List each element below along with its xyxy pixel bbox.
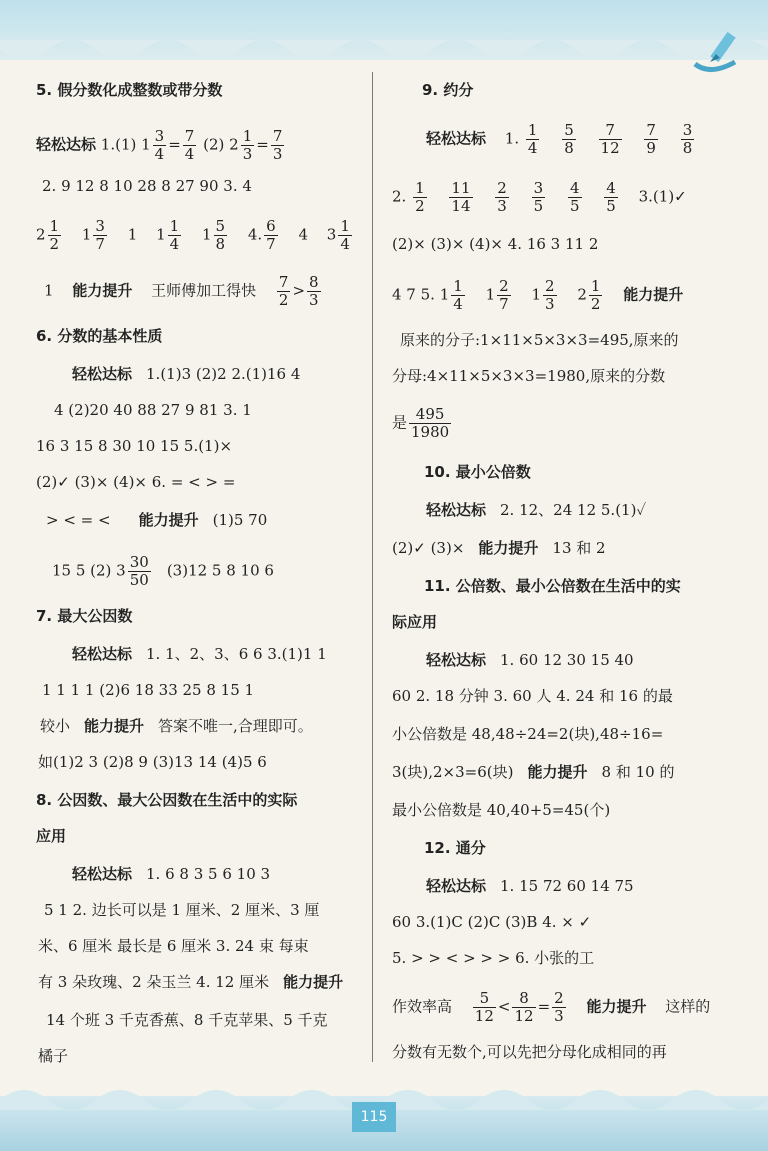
page-number: 115 [352, 1102, 396, 1132]
s8-line-1: 轻松达标 1. 6 8 3 5 6 10 3 [72, 865, 271, 883]
s12-line-1: 轻松达标 1. 15 72 60 14 75 [426, 877, 634, 895]
s9-line-4: 4 7 5. 1 $\frac{1}{4}$ 1 $\frac{2}{7}$ 1 $\frac{2}{3}$ 2 $\frac{1}{2}$ 能力提升 [392, 277, 684, 313]
s11-line-5: 最小公倍数是 40,40+5=45(个) [392, 801, 611, 819]
s7-line-2: 1 1 1 1 (2)6 18 33 25 8 15 1 [42, 681, 255, 699]
fraction: $\frac{7}{2}$ [278, 273, 289, 309]
fraction: $\frac{1}{4}$ [340, 217, 350, 253]
fraction: $\frac{1}{4}$ [527, 121, 538, 157]
s5-line-3: 2 $\frac{1}{2}$ 1 $\frac{3}{7}$ 1 1 $\frac{1}{4}$ 1 $\frac{5}{8}$ 4. $\frac{6}{7}$ 4 3 $\frac{1}{4}$ [36, 217, 350, 253]
fraction: $\frac{5}{8}$ [564, 121, 574, 157]
fraction: $\frac{2}{3}$ [497, 179, 507, 215]
section-5-title: 5. 假分数化成整数或带分数 [36, 81, 223, 99]
pen-logo-icon [690, 24, 750, 79]
fraction: $\frac{2}{3}$ [554, 989, 564, 1025]
s9-line-5: 原来的分子:1×11×5×3×3=495,原来的 [400, 331, 679, 349]
s6-line-5: > < = < 能力提升 (1)5 70 [46, 511, 268, 529]
fraction: $\frac{30}{50}$ [129, 553, 149, 589]
s6-line-6: 15 5 (2) 3 $\frac{30}{50}$ (3)12 5 8 10 6 [52, 553, 274, 589]
fraction: $\frac{7}{3}$ [272, 127, 283, 163]
column-divider [372, 72, 373, 1062]
s11-line-2: 60 2. 18 分钟 3. 60 人 4. 24 和 16 的最 [392, 687, 673, 705]
fraction: $\frac{3}{8}$ [682, 121, 693, 157]
s8-line-4: 有 3 朵玫瑰、2 朵玉兰 4. 12 厘米 能力提升 [38, 973, 344, 991]
s9-line-2: 2. $\frac{1}{2}$ $\frac{11}{14}$ $\frac{2}{3}$ $\frac{3}{5}$ $\frac{4}{5}$ $\frac{4}{5}$ 3.(1)✓ [392, 179, 687, 215]
s8-line-5: 14 个班 3 千克香蕉、8 千克苹果、5 千克 [46, 1011, 328, 1029]
section-8-title-cont: 应用 [36, 827, 67, 845]
fraction: $\frac{1}{2}$ [49, 217, 60, 253]
fraction: $\frac{1}{3}$ [242, 127, 253, 163]
s11-line-3: 小公倍数是 48,48÷24=2(块),48÷16= [392, 725, 664, 743]
fraction: $\frac{1}{4}$ [453, 277, 463, 313]
section-8-title: 8. 公因数、最大公因数在生活中的实际 [36, 791, 298, 809]
fraction: $\frac{495}{1980}$ [411, 405, 450, 441]
fraction: $\frac{11}{14}$ [451, 179, 471, 215]
s6-line-2: 4 (2)20 40 88 27 9 81 3. 1 [54, 401, 252, 419]
fraction: $\frac{2}{7}$ [499, 277, 509, 313]
s6-line-3: 16 3 15 8 30 10 15 5.(1)× [36, 437, 233, 455]
fraction: $\frac{3}{5}$ [533, 179, 544, 215]
section-12-title: 12. 通分 [424, 839, 486, 857]
s7-line-1: 轻松达标 1. 1、2、3、6 6 3.(1)1 1 [72, 645, 327, 663]
s9-line-6: 分母:4×11×5×3×3=1980,原来的分数 [392, 367, 666, 385]
fraction: $\frac{1}{2}$ [415, 179, 425, 215]
fraction: $\frac{3}{7}$ [95, 217, 105, 253]
s6-line-4: (2)✓ (3)× (4)× 6. = < > = [36, 473, 236, 491]
fraction: $\frac{2}{3}$ [545, 277, 555, 313]
s8-line-3: 米、6 厘米 最长是 6 厘米 3. 24 束 每束 [38, 937, 309, 955]
top-wave-decoration [0, 40, 768, 80]
fraction: $\frac{7}{4}$ [184, 127, 195, 163]
s10-line-1: 轻松达标 2. 12、24 12 5.(1)✓ [426, 501, 647, 519]
s11-line-4: 3(块),2×3=6(块) 能力提升 8 和 10 的 [392, 763, 675, 781]
section-10-title: 10. 最小公倍数 [424, 463, 531, 481]
section-11-title: 11. 公倍数、最小公倍数在生活中的实 [424, 577, 681, 595]
fraction: $\frac{8}{3}$ [309, 273, 319, 309]
s9-line-1: 轻松达标 1. $\frac{1}{4}$ $\frac{5}{8}$ $\frac{7}{12}$ $\frac{7}{9}$ $\frac{3}{8}$ [426, 121, 693, 157]
fraction: $\frac{4}{5}$ [569, 179, 580, 215]
s6-line-1: 轻松达标 1.(1)3 (2)2 2.(1)16 4 [72, 365, 301, 383]
section-11-title-cont: 际应用 [392, 613, 438, 631]
s5-line-1: 轻松达标 1.(1) 1 $\frac{3}{4}$ = $\frac{7}{4}$ (2) 2 $\frac{1}{3}$ = $\frac{7}{3}$ [36, 127, 283, 163]
fraction: $\frac{5}{8}$ [215, 217, 226, 253]
s10-line-2: (2)✓ (3)× 能力提升 13 和 2 [392, 539, 606, 557]
s7-line-4: 如(1)2 3 (2)8 9 (3)13 14 (4)5 6 [38, 753, 267, 771]
s9-line-7: 是 $\frac{495}{1980}$ [392, 405, 450, 441]
fraction: $\frac{4}{5}$ [606, 179, 616, 215]
s5-line-2: 2. 9 12 8 10 28 8 27 90 3. 4 [42, 177, 252, 195]
fraction: $\frac{1}{2}$ [590, 277, 601, 313]
fraction: $\frac{7}{12}$ [600, 121, 620, 157]
fraction: $\frac{6}{7}$ [266, 217, 276, 253]
s5-line-4: 1 能力提升 王师傅加工得快 $\frac{7}{2}$ > $\frac{8}{3}$ [44, 273, 319, 309]
s11-line-1: 轻松达标 1. 60 12 30 15 40 [426, 651, 634, 669]
fraction: $\frac{1}{4}$ [169, 217, 180, 253]
s12-line-2: 60 3.(1)C (2)C (3)B 4. × ✓ [392, 913, 592, 931]
fraction: $\frac{8}{12}$ [514, 989, 534, 1025]
s12-line-4: 作效率高 $\frac{5}{12}$ < $\frac{8}{12}$ = $\frac{2}{3}$ 能力提升 这样的 [392, 989, 711, 1025]
s12-line-3: 5. > > < > > > 6. 小张的工 [392, 949, 595, 967]
s9-line-3: (2)× (3)× (4)× 4. 16 3 11 2 [392, 235, 599, 253]
fraction: $\frac{5}{12}$ [474, 989, 494, 1025]
fraction: $\frac{3}{4}$ [154, 127, 165, 163]
s7-line-3: 较小 能力提升 答案不唯一,合理即可。 [40, 717, 313, 735]
s8-line-6: 橘子 [38, 1047, 69, 1065]
s8-line-2: 5 1 2. 边长可以是 1 厘米、2 厘米、3 厘 [44, 901, 320, 919]
s12-line-5: 分数有无数个,可以先把分母化成相同的再 [392, 1043, 667, 1061]
fraction: $\frac{7}{9}$ [646, 121, 656, 157]
section-6-title: 6. 分数的基本性质 [36, 327, 163, 345]
section-9-title: 9. 约分 [422, 81, 474, 99]
section-7-title: 7. 最大公因数 [36, 607, 133, 625]
